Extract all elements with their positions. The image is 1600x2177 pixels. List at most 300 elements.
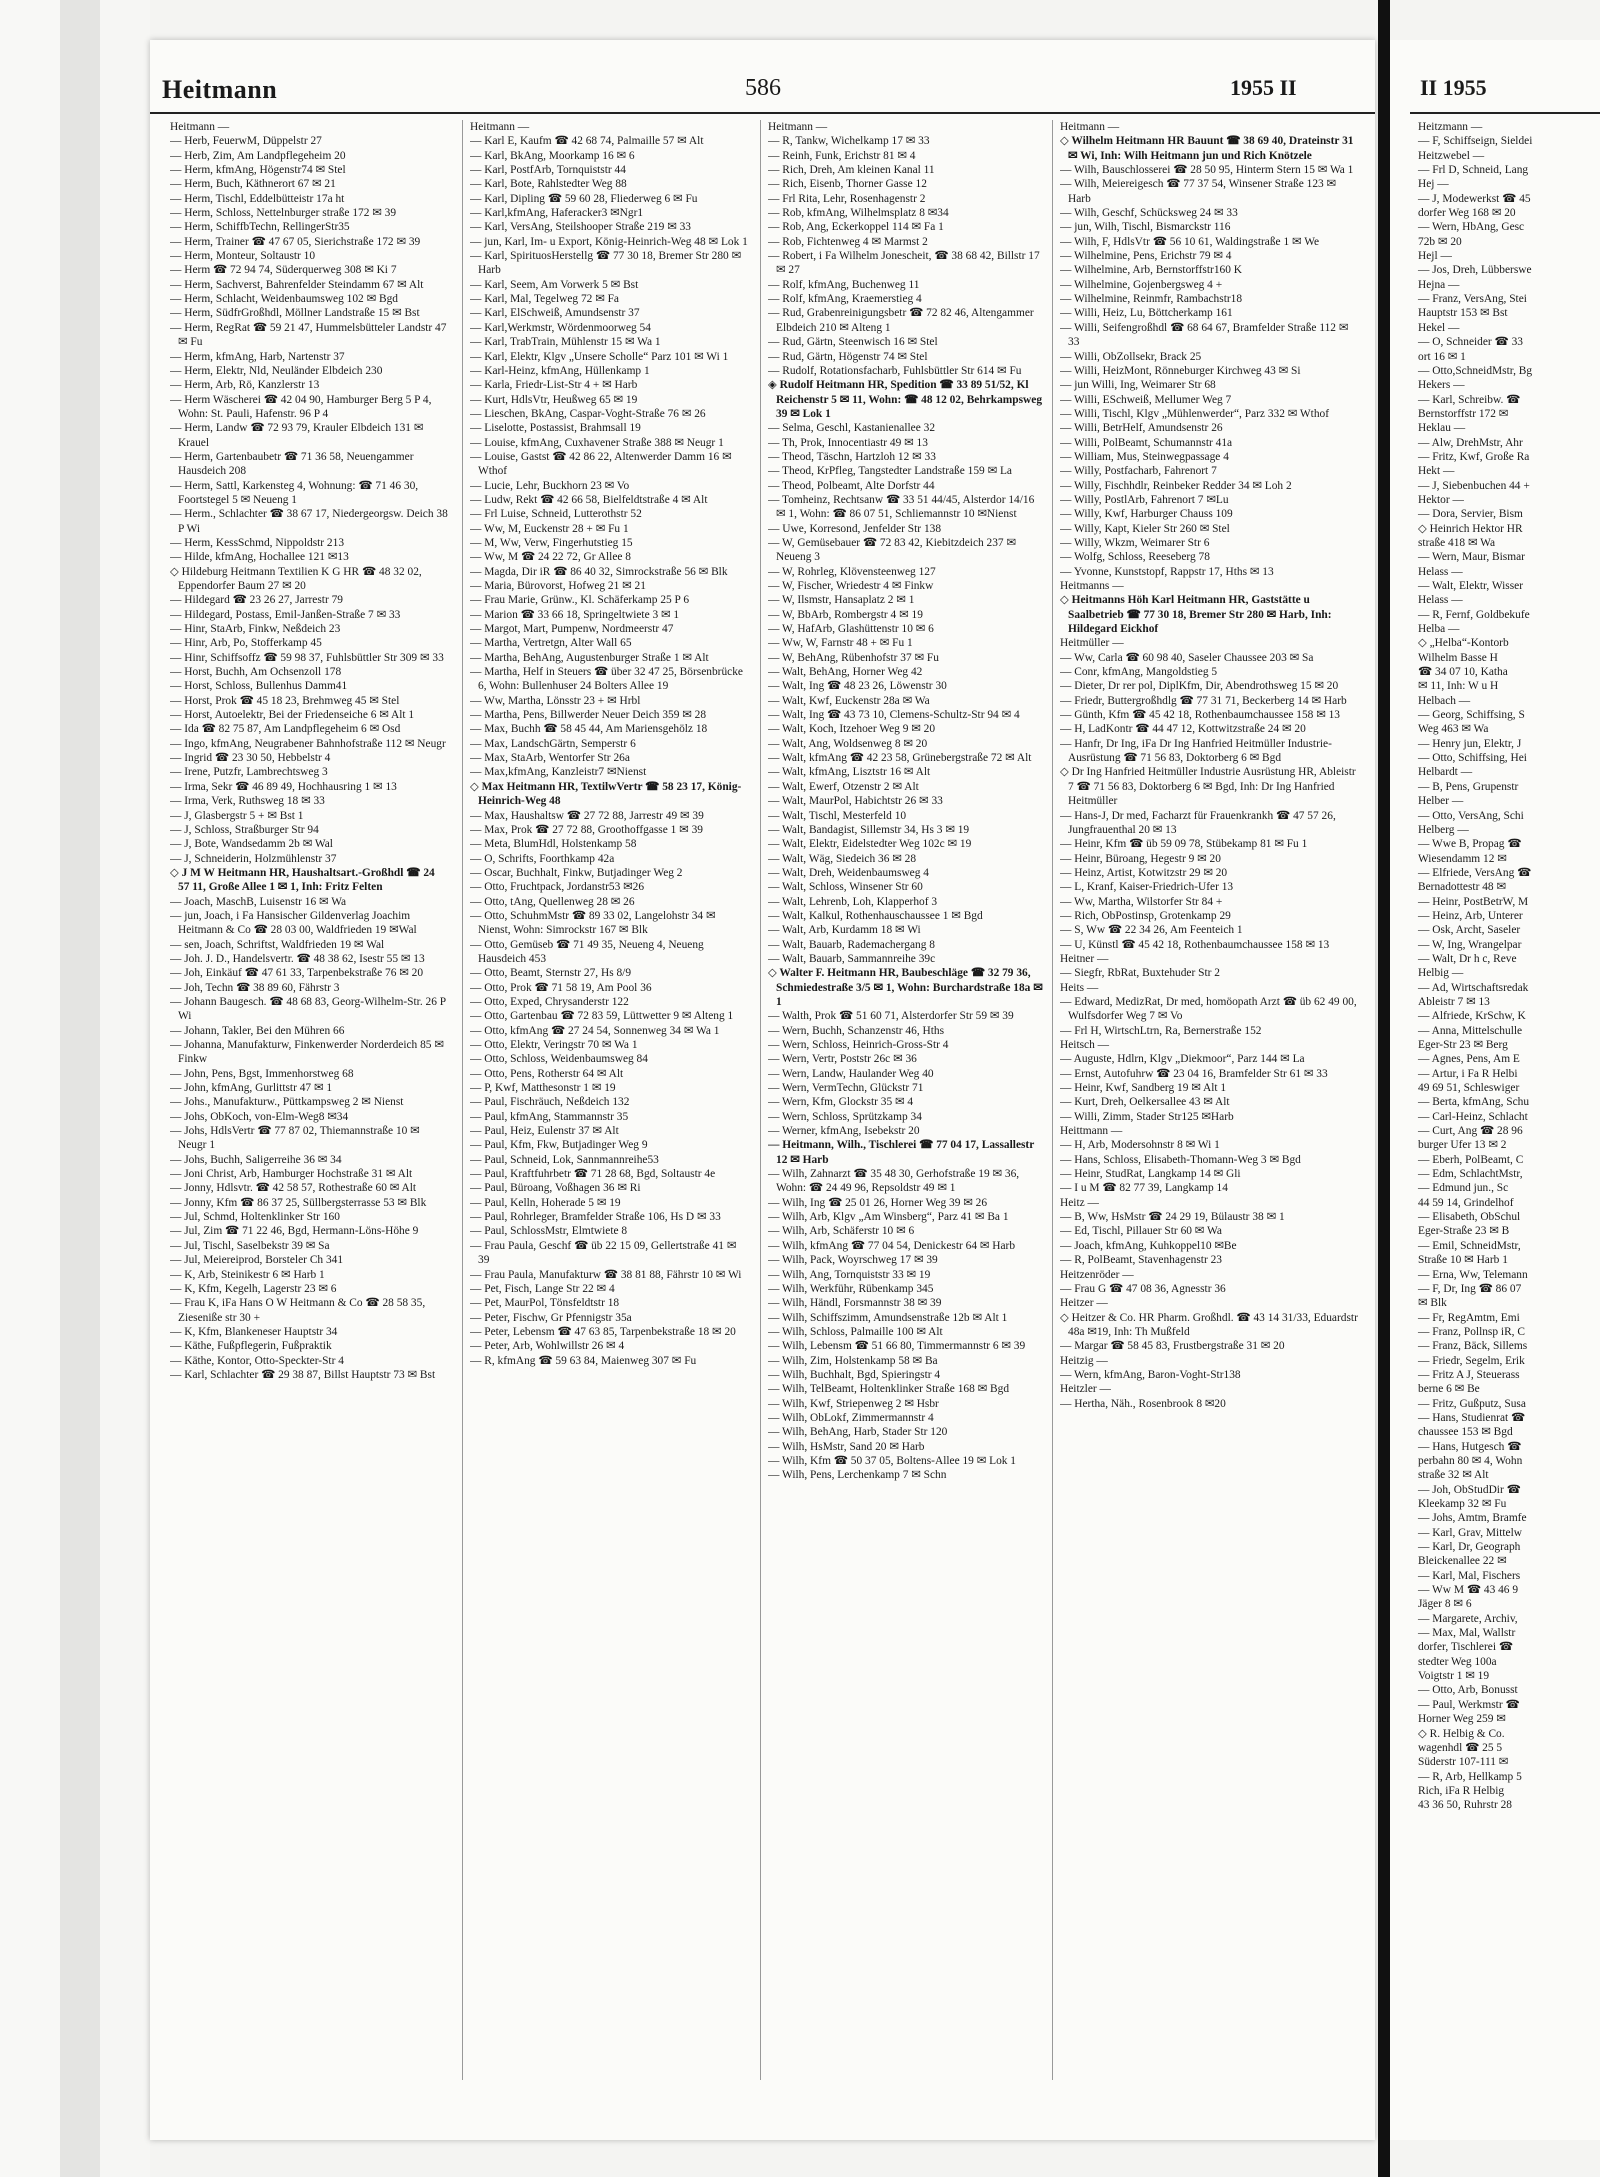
directory-entry: — Margarete, Archiv, <box>1418 1612 1518 1625</box>
directory-entry: — Herm, RegRat ☎ 59 21 47, Hummelsbütteler Landstr 47 ✉ Fu <box>170 321 447 349</box>
directory-entry: — Karl-Heinz, kfmAng, Hüllenkamp 1 <box>470 364 650 377</box>
directory-entry: ☎ 34 07 10, Katha <box>1418 666 1508 679</box>
directory-entry: ◇ Heinrich Hektor HR <box>1418 522 1523 535</box>
directory-entry: — Hinr, StaArb, Finkw, Neßdeich 23 <box>170 623 341 636</box>
directory-entry: — Horst, Autoelektr, Bei der Friedenseiche 6 ✉ Alt 1 <box>170 709 415 722</box>
directory-entry: burger Ufer 13 ✉ 2 <box>1418 1139 1507 1152</box>
directory-entry: — Walth, Prok ☎ 51 60 71, Alsterdorfer Str 59 ✉ 39 <box>768 1010 1014 1023</box>
directory-entry: — Paul, Kraftfuhrbetr ☎ 71 28 68, Bgd, Soltaustr 4e <box>470 1168 716 1181</box>
directory-entry: Hejna — <box>1418 278 1460 291</box>
directory-entry: — S, Ww ☎ 22 34 26, Am Feenteich 1 <box>1060 924 1243 937</box>
directory-entry: — Wern, Schloss, Heinrich-Gross-Str 4 <box>768 1039 949 1051</box>
directory-entry: Helberg — <box>1418 823 1469 836</box>
directory-entry: ◇ Dr Ing Hanfried Heitmüller Industrie Ausrüstung HR, Ableistr 7 ☎ 71 56 83, Doktorberg 6 ✉ Bgd, Inh: Dr Ing Hanfried Heitmüller <box>1060 766 1356 808</box>
directory-entry: — Siegfr, RbRat, Buxtehuder Str 2 <box>1060 967 1220 980</box>
directory-entry: — John, Pens, Bgst, Immenhorstweg 68 <box>170 1067 354 1080</box>
directory-entry: Hej — <box>1418 178 1449 191</box>
directory-entry: — Johs, HdlsVertr ☎ 77 87 02, Thiemannstraße 10 ✉ Neugr 1 <box>170 1125 420 1152</box>
directory-entry: — sen, Joach, Schriftst, Waldfrieden 19 ✉ Wal <box>170 938 385 951</box>
directory-entry: — Max,kfmAng, Kanzleistr7 ✉Nienst <box>470 766 647 779</box>
directory-entry: — Wilh, Bauschlosserei ☎ 28 50 95, Hinterm Stern 15 ✉ Wa 1 <box>1060 164 1354 177</box>
directory-entry: — Edmund jun., Sc <box>1418 1182 1509 1195</box>
directory-entry: — Selma, Geschl, Kastanienallee 32 <box>768 422 936 435</box>
directory-entry: — Herm, SchiffbTechn, RellingerStr35 <box>170 221 350 234</box>
directory-entry: — Edward, MedizRat, Dr med, homöopath Arzt ☎ üb 62 49 00, Wulfsdorfer Weg 7 ✉ Vo <box>1060 995 1357 1023</box>
directory-entry: — Theod, KrPfleg, Tangstedter Landstraße 159 ✉ La <box>768 465 1012 478</box>
directory-entry: — Artur, i Fa R Helbi <box>1418 1067 1518 1080</box>
directory-entry: — Frl Luise, Schneid, Lutterothstr 52 <box>470 508 642 521</box>
directory-entry: — Walt, MaurPol, Habichtstr 26 ✉ 33 <box>768 795 943 808</box>
directory-entry: Heitzig — <box>1060 1354 1108 1367</box>
directory-entry: — Emil, SchneidMstr, <box>1418 1239 1521 1252</box>
directory-entry: — Rich, Dreh, Am kleinen Kanal 11 <box>768 164 935 177</box>
directory-entry: — Otto, kfmAng ☎ 27 24 54, Sonnenweg 34 ✉ Wa 1 <box>470 1024 720 1037</box>
directory-entry: — Willi, Heiz, Lu, Böttcherkamp 161 <box>1060 307 1233 320</box>
directory-entry: — Margar ☎ 58 45 83, Frustbergstraße 31 ✉ 20 <box>1060 1340 1285 1353</box>
directory-entry: Heitmann — <box>768 121 828 133</box>
directory-entry: — Georg, Schiffsing, S <box>1418 709 1525 722</box>
directory-entry: — Karl,Werkmstr, Wördenmoorweg 54 <box>470 321 651 334</box>
directory-entry: — Hans, Studienrat ☎ <box>1418 1411 1526 1424</box>
directory-entry: 72b ✉ 20 <box>1418 235 1462 248</box>
directory-entry: — Heinz, Artist, Kotwitzstr 29 ✉ 20 <box>1060 866 1228 879</box>
directory-entry: — Jos, Dreh, Lübberswe <box>1418 264 1532 277</box>
directory-entry: Straße 10 ✉ Harb 1 <box>1418 1254 1508 1267</box>
directory-entry: — Walt, Koch, Itzehoer Weg 9 ✉ 20 <box>768 723 936 736</box>
directory-entry: — Magda, Dir iR ☎ 86 40 32, Simrockstraße 56 ✉ Blk <box>470 565 728 578</box>
directory-entry: — Alw, DrehMstr, Ahr <box>1418 436 1523 449</box>
directory-entry: — Frau G ☎ 47 08 36, Agnesstr 36 <box>1060 1282 1226 1295</box>
directory-entry: — Karl, Mal, Fischers <box>1418 1569 1521 1582</box>
directory-entry: — Walt, Elektr, Wisser <box>1418 580 1523 592</box>
directory-entry: — W, Fischer, Wriedestr 4 ✉ Finkw <box>768 580 934 592</box>
directory-entry: — Willi, BetrHelf, Amundsenstr 26 <box>1060 422 1223 435</box>
directory-entry: — Herm, Schloss, Nettelnburger straße 172 ✉ 39 <box>170 207 397 220</box>
directory-entry: Helbardt — <box>1418 766 1473 779</box>
directory-entry: — Werner, kfmAng, Isebekstr 20 <box>768 1125 920 1138</box>
directory-entry: — Paul, SchlossMstr, Elmtwiete 8 <box>470 1225 628 1238</box>
directory-entry: — R, Tankw, Wichelkamp 17 ✉ 33 <box>768 135 930 148</box>
directory-entry: — Jonny, Hdlsvtr. ☎ 42 58 57, Rothestraße 60 ✉ Alt <box>170 1182 417 1195</box>
column-2 <box>470 120 748 2080</box>
directory-entry: — Käthe, Kontor, Otto-Speckter-Str 4 <box>170 1354 344 1367</box>
directory-entry: — Herb, Zim, Am Landpflegeheim 20 <box>170 149 346 162</box>
directory-entry: — jun, Joach, i Fa Hansischer Gildenverlag Joachim Heitmann & Co ☎ 28 03 00, Waldfrieden 19 ✉Wal <box>170 909 417 937</box>
directory-entry: — Otto, Prok ☎ 71 58 19, Am Pool 36 <box>470 981 652 994</box>
directory-entry: — Hinr, Arb, Po, Stofferkamp 45 <box>170 637 322 650</box>
directory-entry: Bleickenallee 22 ✉ <box>1418 1555 1507 1568</box>
directory-entry: — Johs, ObKoch, von-Elm-Weg8 ✉34 <box>170 1110 349 1123</box>
directory-entry: — Joach, MaschB, Luisenstr 16 ✉ Wa <box>170 895 347 908</box>
directory-entry: — Herm Wäscherei ☎ 42 04 90, Hamburger Berg 5 P 4, Wohn: St. Pauli, Hafenstr. 96 P 4 <box>170 393 432 420</box>
directory-entry: — Wern, Vertr, Poststr 26c ✉ 36 <box>768 1053 917 1066</box>
directory-entry: — jun, Karl, Im- u Export, König-Heinrich-Weg 48 ✉ Lok 1 <box>470 235 748 248</box>
directory-entry: — Wilh, ObLokf, Zimmermannstr 4 <box>768 1411 934 1424</box>
header-surname: Heitmann <box>162 75 278 104</box>
directory-entry: — Louise, kfmAng, Cuxhavener Straße 388 ✉ Neugr 1 <box>470 436 724 449</box>
directory-entry: Helba — <box>1418 623 1460 636</box>
directory-entry: — Rich, ObPostinsp, Grotenkamp 29 <box>1060 909 1231 922</box>
directory-entry: — Jonny, Kfm ☎ 86 37 25, Süllbergsterrasse 53 ✉ Blk <box>170 1196 427 1209</box>
directory-entry: Süderstr 107-111 ✉ <box>1418 1756 1509 1769</box>
directory-entry: — Frau Marie, Grünw., Kl. Schäferkamp 25 P 6 <box>470 594 690 607</box>
directory-entry: — Paul, Büroang, Voßhagen 36 ✉ Ri <box>470 1182 641 1195</box>
directory-entry: — Max, Haushaltsw ☎ 27 72 88, Jarrestr 49 ✉ 39 <box>470 809 704 822</box>
directory-entry: — Max, LandschGärtn, Semperstr 6 <box>470 737 636 750</box>
directory-entry: — Walt, kfmAng ☎ 42 23 58, Grünebergstraße 72 ✉ Alt <box>768 752 1032 765</box>
directory-entry: — Henry jun, Elektr, J <box>1418 737 1522 750</box>
directory-entry: — Wern, Landw, Haulander Weg 40 <box>768 1067 934 1080</box>
directory-entry: — Wern, HbAng, Gesc <box>1418 221 1525 234</box>
directory-entry: — Heitmann, Wilh., Tischlerei ☎ 77 04 17, Lassallestr 12 ✉ Harb <box>768 1139 1035 1166</box>
directory-entry: — W, HafArb, Glashüttenstr 10 ✉ 6 <box>768 623 934 636</box>
directory-entry: — Kurt, HdlsVtr, Heußweg 65 ✉ 19 <box>470 393 638 406</box>
directory-entry: ✉ Blk <box>1418 1297 1447 1310</box>
directory-entry: — Hinr, Schiffsoffz ☎ 59 98 37, Fuhlsbüttler Str 309 ✉ 33 <box>170 651 444 664</box>
directory-entry: ✉ 11, Inh: W u H <box>1418 680 1499 693</box>
directory-entry: — Hans, Hutgesch ☎ <box>1418 1440 1522 1453</box>
directory-entry: — Wern, Schloss, Sprützkamp 34 <box>768 1110 922 1123</box>
directory-entry: — J, Glasbergstr 5 + ✉ Bst 1 <box>170 809 304 822</box>
directory-entry: — Pet, Fisch, Lange Str 22 ✉ 4 <box>470 1282 615 1295</box>
directory-entry: — Irma, Verk, Ruthsweg 18 ✉ 33 <box>170 795 325 808</box>
directory-entry: — Joh. J. D., Handelsvertr. ☎ 48 38 62, Isestr 55 ✉ 13 <box>170 952 425 965</box>
directory-entry: — Otto, VersAng, Schi <box>1418 809 1524 822</box>
directory-entry: — Louise, Gastst ☎ 42 86 22, Altenwerder Damm 16 ✉ Wthof <box>470 450 732 478</box>
directory-entry: — jun Willi, Ing, Weimarer Str 68 <box>1060 379 1216 392</box>
directory-entry: — Wilhelmine, Arb, Bernstorffstr160 K <box>1060 264 1242 277</box>
directory-entry: — J, Schloss, Straßburger Str 94 <box>170 823 319 836</box>
directory-entry: — Hildegard, Postass, Emil-Janßen-Straße 7 ✉ 33 <box>170 608 401 621</box>
directory-entry: — Hildegard ☎ 23 26 27, Jarrestr 79 <box>170 594 343 607</box>
directory-entry: — Willy, Wkzm, Weimarer Str 6 <box>1060 536 1210 549</box>
directory-entry: — Hans-J, Dr med, Facharzt für Frauenkrankh ☎ 47 57 26, Jungfrauenthal 20 ✉ 13 <box>1060 809 1336 836</box>
column-divider <box>462 120 463 2080</box>
directory-entry: — Heinz, Arb, Unterer <box>1418 909 1523 922</box>
directory-entry: — Rob, Fichtenweg 4 ✉ Marmst 2 <box>768 235 928 248</box>
directory-entry: — I u M ☎ 82 77 39, Langkamp 14 <box>1060 1182 1228 1195</box>
directory-entry: — Herm, Monteur, Soltaustr 10 <box>170 250 316 263</box>
directory-entry: Heitzer — <box>1060 1297 1108 1310</box>
directory-entry: — O, Schrifts, Foorthkamp 42a <box>470 852 615 865</box>
directory-entry: — Herm, Landw ☎ 72 93 79, Krauler Elbdeich 131 ✉ Krauel <box>170 422 424 449</box>
directory-entry: — Ww, M, Euckenstr 28 + ✉ Fu 1 <box>470 522 629 535</box>
directory-entry: 49 69 51, Schleswiger <box>1418 1082 1520 1095</box>
directory-entry: — Kurt, Dreh, Oelkersallee 43 ✉ Alt <box>1060 1096 1230 1109</box>
directory-entry: — Wilh, Werkführ, Rübenkamp 345 <box>768 1282 934 1295</box>
directory-entry: — Tomheinz, Rechtsanw ☎ 33 51 44/45, Alsterdor 14/16 ✉ 1, Wohn: ☎ 86 07 51, Schliemannstr 10 ✉Nienst <box>768 493 1035 521</box>
directory-entry: — Berta, kfmAng, Schu <box>1418 1096 1530 1109</box>
directory-entry: — William, Mus, Steinwegpassage 4 <box>1060 450 1229 463</box>
directory-entry: — Wern, Kfm, Glockstr 35 ✉ 4 <box>768 1096 914 1109</box>
directory-entry: — K, Kfm, Kegelh, Lagerstr 23 ✉ 6 <box>170 1282 337 1295</box>
directory-entry: — Willy, Fischhdlr, Reinbeker Redder 34 ✉ Loh 2 <box>1060 479 1292 492</box>
directory-entry: — Joni Christ, Arb, Hamburger Hochstraße 31 ✉ Alt <box>170 1168 413 1181</box>
directory-entry: — Karl, Seem, Am Vorwerk 5 ✉ Bst <box>470 278 639 291</box>
directory-entry: — Joh, Techn ☎ 38 89 60, Fährstr 3 <box>170 981 340 994</box>
directory-entry: Helass — <box>1418 594 1463 607</box>
directory-entry: — Heinr, StudRat, Langkamp 14 ✉ Gli <box>1060 1168 1241 1181</box>
directory-entry: — Martha, BehAng, Augustenburger Straße 1 ✉ Alt <box>470 651 709 664</box>
directory-entry: — Paul, Fischräuch, Neßdeich 132 <box>470 1096 630 1109</box>
directory-entry: — Herm, Trainer ☎ 47 67 05, Sierichstraße 172 ✉ 39 <box>170 235 421 248</box>
directory-entry: — Wilh, Schloss, Palmaille 100 ✉ Alt <box>768 1325 943 1338</box>
directory-entry: — Lieschen, BkAng, Caspar-Voght-Straße 76 ✉ 26 <box>470 407 706 420</box>
directory-entry: — Osk, Archt, Saseler <box>1418 924 1521 937</box>
directory-entry: — Ida ☎ 82 75 87, Am Landpflegeheim 6 ✉ Osd <box>170 723 401 736</box>
directory-entry: — Conr, kfmAng, Mangoldstieg 5 <box>1060 666 1218 679</box>
directory-entry: — H, LadKontr ☎ 44 47 12, Kottwitzstraße 24 ✉ 20 <box>1060 723 1306 736</box>
directory-entry: — Franz, Bäck, Sillems <box>1418 1340 1528 1353</box>
directory-entry: Heitmann — <box>470 121 530 133</box>
directory-entry: — Wilh, Zahnarzt ☎ 35 48 30, Gerhofstraße 19 ✉ 36, Wohn: ☎ 24 49 96, Repsoldstr 49 ✉ 1 <box>768 1168 1020 1195</box>
directory-entry: — Carl-Heinz, Schlacht <box>1418 1110 1528 1123</box>
directory-entry: — Herm ☎ 72 94 74, Süderquerweg 308 ✉ Ki 7 <box>170 264 397 277</box>
directory-entry: — Frl Rita, Lehr, Rosenhagenstr 2 <box>768 192 926 205</box>
directory-entry: Hauptstr 153 ✉ Bst <box>1418 307 1508 320</box>
directory-entry: — Walt, Elektr, Eidelstedter Weg 102c ✉ 19 <box>768 838 972 851</box>
page-gutter <box>1378 0 1390 2177</box>
directory-entry: — Margot, Mart, Pumpenw, Nordmeerstr 47 <box>470 623 674 636</box>
directory-entry: — B, Ww, HsMstr ☎ 24 29 19, Bülaustr 38 ✉ 1 <box>1060 1211 1285 1224</box>
directory-entry: perbahn 80 ✉ 4, Wohn <box>1418 1454 1523 1467</box>
directory-entry: — Karl, Mal, Tegelweg 72 ✉ Fa <box>470 293 619 306</box>
directory-entry: — Agnes, Pens, Am E <box>1418 1053 1520 1066</box>
directory-entry: — Friedr, Segelm, Erik <box>1418 1354 1525 1367</box>
directory-entry: — Wilhelmine, Reinmfr, Rambachstr18 <box>1060 293 1243 306</box>
directory-entry: — Karl E, Kaufm ☎ 42 68 74, Palmaille 57 ✉ Alt <box>470 135 704 148</box>
facing-header: II 1955 <box>1420 75 1487 100</box>
directory-entry: — Theod, Polbeamt, Alte Dorfstr 44 <box>768 479 935 492</box>
directory-entry: — J, Bote, Wandsedamm 2b ✉ Wal <box>170 838 333 851</box>
directory-entry: — Otto, Beamt, Sternstr 27, Hs 8/9 <box>470 967 632 980</box>
directory-entry: — Wilh, Kwf, Striepenweg 2 ✉ Hsbr <box>768 1397 939 1410</box>
directory-entry: — Peter, Arb, Wohlwillstr 26 ✉ 4 <box>470 1340 625 1353</box>
directory-entry: — Martha, Vertretgn, Alter Wall 65 <box>470 637 632 650</box>
directory-entry: — Wilh, Buchhalt, Bgd, Spieringstr 4 <box>768 1368 941 1381</box>
directory-entry: — Franz, Pollnsp iR, C <box>1418 1325 1525 1338</box>
directory-entry: — Willy, Postfacharb, Fahrenort 7 <box>1060 465 1217 478</box>
directory-entry: — Fritz, Gußputz, Susa <box>1418 1397 1526 1410</box>
directory-entry: ◇ R. Helbig & Co. <box>1418 1727 1505 1740</box>
directory-entry: — Johanna, Manufakturw, Finkenwerder Norderdeich 85 ✉ Finkw <box>170 1039 444 1066</box>
directory-entry: — Jul, Tischl, Saselbekstr 39 ✉ Sa <box>170 1239 330 1252</box>
directory-entry: Jäger 8 ✉ 6 <box>1418 1598 1472 1611</box>
directory-entry: — Rob, kfmAng, Wilhelmsplatz 8 ✉34 <box>768 207 949 220</box>
directory-entry: — B, Pens, Grupenstr <box>1418 780 1519 793</box>
directory-entry: dorfer Weg 168 ✉ 20 <box>1418 207 1516 220</box>
directory-entry: — Otto, Schloss, Weidenbaumsweg 84 <box>470 1053 648 1066</box>
directory-entry: — Ww M ☎ 43 46 9 <box>1418 1584 1519 1597</box>
directory-entry: — Paul, Kelln, Hoherade 5 ✉ 19 <box>470 1196 621 1209</box>
directory-entry: ◇ Heitmanns Höh Karl Heitmann HR, Gaststätte u Saalbetrieb ☎ 77 30 18, Bremer Str 280 ✉ Harb, Inh: Hildegard Eickhof <box>1060 594 1332 636</box>
directory-entry: — Otto, tAng, Quellenweg 28 ✉ 26 <box>470 895 635 908</box>
directory-entry: — Wilh, Meiereigesch ☎ 77 37 54, Winsener Straße 123 ✉ Harb <box>1060 178 1337 205</box>
directory-entry: — Rudolf, Rotationsfacharb, Fuhlsbüttler Str 614 ✉ Fu <box>768 364 1022 377</box>
directory-entry: — Elfriede, VersAng ☎ <box>1418 866 1532 879</box>
directory-entry: Heittmann — <box>1060 1125 1123 1138</box>
directory-entry: — Curt, Ang ☎ 28 96 <box>1418 1125 1523 1138</box>
directory-entry: — Johann Baugesch. ☎ 48 68 83, Georg-Wilhelm-Str. 26 P Wi <box>170 995 446 1023</box>
column-divider <box>1052 120 1053 2080</box>
directory-entry: — Wilh, Händl, Forsmannstr 38 ✉ 39 <box>768 1297 942 1310</box>
directory-entry: berne 6 ✉ Be <box>1418 1383 1480 1396</box>
directory-entry: — O, Schneider ☎ 33 <box>1418 336 1523 349</box>
directory-entry: — Horst, Prok ☎ 45 18 23, Brehmweg 45 ✉ Stel <box>170 694 400 707</box>
directory-entry: — Irma, Sekr ☎ 46 89 49, Hochhausring 1 ✉ 13 <box>170 780 397 793</box>
directory-entry: — Willi, Seifengroßhdl ☎ 68 64 67, Bramfelder Straße 112 ✉ 33 <box>1060 321 1349 349</box>
directory-entry: — Wilh, Kfm ☎ 50 37 05, Boltens-Allee 19 ✉ Lok 1 <box>768 1454 1017 1467</box>
directory-entry: — U, Künstl ☎ 45 42 18, Rothenbaumchaussee 158 ✉ 13 <box>1060 938 1330 951</box>
directory-entry: — Herm, Buch, Käthnerort 67 ✉ 21 <box>170 178 336 191</box>
directory-entry: — W, BbArb, Rombergstr 4 ✉ 19 <box>768 608 923 621</box>
directory-entry: — Ww, Martha, Wilstorfer Str 84 + <box>1060 895 1223 908</box>
directory-entry: — W, Ing, Wrangelpar <box>1418 938 1522 951</box>
directory-entry: — Walt, Ing ☎ 48 23 26, Löwenstr 30 <box>768 680 947 693</box>
directory-entry: ◇ Heitzer & Co. HR Pharm. Großhdl. ☎ 43 14 31/33, Eduardstr 48a ✉19, Inh: Th Mußfeld <box>1060 1311 1358 1338</box>
book-spine-left <box>0 0 150 2177</box>
directory-entry: — Dieter, Dr rer pol, DiplKfm, Dir, Abendrothsweg 15 ✉ 20 <box>1060 680 1339 693</box>
directory-entry: Hekers — <box>1418 379 1465 392</box>
directory-entry: — Ww, Martha, Lönsstr 23 + ✉ Hrbl <box>470 694 641 707</box>
directory-entry: — F, Dr, Ing ☎ 86 07 <box>1418 1282 1522 1295</box>
directory-entry: — Max, Buchh ☎ 58 45 44, Am Mariensgehölz 18 <box>470 723 708 736</box>
directory-entry: Helber — <box>1418 795 1464 808</box>
directory-entry: — Wilhelmine, Pens, Erichstr 79 ✉ 4 <box>1060 250 1232 263</box>
directory-entry: Helbach — <box>1418 694 1471 707</box>
directory-entry: Heits — <box>1060 981 1099 994</box>
directory-entry: ◇ Hildeburg Heitmann Textilien K G HR ☎ 48 32 02, Eppendorfer Baum 27 ✉ 20 <box>170 565 422 592</box>
directory-entry: Heitmann — <box>1060 121 1120 133</box>
directory-entry: — Johs., Manufakturw., Püttkampsweg 2 ✉ Nienst <box>170 1096 404 1109</box>
directory-entry: — Willi, Tischl, Klgv „Mühlenwerder“, Parz 332 ✉ Wthof <box>1060 407 1330 420</box>
directory-entry: — Auguste, Hdlrn, Klgv „Diekmoor“, Parz 144 ✉ La <box>1060 1053 1305 1066</box>
directory-entry: — Otto, SchuhmMstr ☎ 89 33 02, Langelohstr 34 ✉ Nienst, Wohn: Simrockstr 167 ✉ Blk <box>470 909 716 937</box>
directory-entry: — Paul, Rohrleger, Bramfelder Straße 106, Hs D ✉ 33 <box>470 1211 721 1224</box>
directory-entry: — Paul, kfmAng, Stammannstr 35 <box>470 1110 629 1123</box>
directory-entry: — Hilde, kfmAng, Hochallee 121 ✉13 <box>170 551 349 564</box>
directory-entry: — Otto, Pens, Rotherstr 64 ✉ Alt <box>470 1067 624 1080</box>
directory-entry: — Karl, Schlachter ☎ 29 38 87, Billst Hauptstr 73 ✉ Bst <box>170 1368 436 1381</box>
directory-entry: — Jul, Meiereiprod, Borsteler Ch 341 <box>170 1254 344 1267</box>
directory-entry: — Heinr, PostBetrW, M <box>1418 895 1529 908</box>
directory-entry: — Willi, ObZollsekr, Brack 25 <box>1060 350 1202 363</box>
directory-entry: — J, Schneiderin, Holzmühlenstr 37 <box>170 852 337 865</box>
directory-entry: — Wilh, HsMstr, Sand 20 ✉ Harb <box>768 1440 925 1453</box>
directory-entry: Bernadottestr 48 ✉ <box>1418 881 1506 894</box>
directory-entry: Voigtstr 1 ✉ 19 <box>1418 1670 1490 1683</box>
directory-entry: Heitmüller — <box>1060 637 1124 650</box>
directory-entry: Heitsch — <box>1060 1039 1110 1051</box>
directory-entry: — Erna, Ww, Telemann <box>1418 1268 1528 1281</box>
directory-entry: — Walt, Lehrenb, Loh, Klapperhof 3 <box>768 895 938 908</box>
directory-entry: — Frau Paula, Geschf ☎ üb 22 15 09, Gellertstraße 41 ✉ 39 <box>470 1239 737 1267</box>
directory-entry: — W, Gemüsebauer ☎ 72 83 42, Kiebitzdeich 237 ✉ Neueng 3 <box>768 536 1017 564</box>
directory-entry: — Paul, Kfm, Fkw, Butjadinger Weg 9 <box>470 1139 648 1152</box>
directory-entry: — Rolf, kfmAng, Buchenweg 11 <box>768 278 920 291</box>
directory-entry: — Herm, Schlacht, Weidenbaumsweg 102 ✉ Bgd <box>170 293 398 306</box>
directory-entry: — H, Arb, Modersohnstr 8 ✉ Wi 1 <box>1060 1139 1220 1152</box>
directory-entry: — jun, Wilh, Tischl, Bismarckstr 116 <box>1060 221 1231 234</box>
directory-entry: straße 32 ✉ Alt <box>1418 1469 1489 1482</box>
directory-entry: — Herm, SüdfrGroßhdl, Möllner Landstraße 15 ✉ Bst <box>170 307 420 320</box>
directory-entry: — Willi, Zimm, Stader Str125 ✉Harb <box>1060 1110 1234 1123</box>
directory-entry: — Rich, Eisenb, Thorner Gasse 12 <box>768 178 927 191</box>
directory-entry: — Johs, Buchh, Saligerreihe 36 ✉ 34 <box>170 1153 342 1166</box>
directory-entry: — Herm, Sachverst, Bahrenfelder Steindamm 67 ✉ Alt <box>170 278 424 291</box>
directory-entry: — Wilh, Lebensm ☎ 51 66 80, Timmermannstr 6 ✉ 39 <box>768 1340 1026 1353</box>
directory-entry: — Franz, VersAng, Stei <box>1418 293 1527 306</box>
directory-entry: — K, Kfm, Blankeneser Hauptstr 34 <box>170 1325 338 1338</box>
directory-entry: — Ww, M ☎ 24 22 72, Gr Allee 8 <box>470 551 631 564</box>
directory-entry: — Hans, Schloss, Elisabeth-Thomann-Weg 3 ✉ Bgd <box>1060 1153 1301 1166</box>
directory-entry: Horner Weg 259 ✉ <box>1418 1713 1506 1726</box>
directory-entry: ◇ „Helba“-Kontorb <box>1418 637 1509 650</box>
directory-entry: — Karl, Elektr, Klgv „Unsere Scholle“ Parz 101 ✉ Wi 1 <box>470 350 729 363</box>
directory-entry: — Ingrid ☎ 23 30 50, Hebbelstr 4 <box>170 752 331 765</box>
directory-entry: — Walt, Ewerf, Otzenstr 2 ✉ Alt <box>768 780 919 793</box>
directory-entry: — Friedr, Buttergroßhdlg ☎ 77 31 71, Beckerberg 14 ✉ Harb <box>1060 694 1347 707</box>
directory-entry: Rich, iFa R Helbig <box>1418 1784 1505 1797</box>
directory-entry: Wiesendamm 12 ✉ <box>1418 852 1507 865</box>
column-1 <box>170 120 448 2080</box>
facing-header-rule <box>1410 112 1600 114</box>
directory-entry: — Walt, Kwf, Euckenstr 28a ✉ Wa <box>768 694 930 707</box>
directory-entry: Wilhelm Basse H <box>1418 651 1498 664</box>
directory-entry: — Oscar, Buchhalt, Finkw, Butjadinger Weg 2 <box>470 866 683 879</box>
page-number: 586 <box>745 75 781 101</box>
directory-entry: — Ludw, Rekt ☎ 42 66 58, Bielfeldtstraße 4 ✉ Alt <box>470 493 708 506</box>
directory-entry: — Walt, Bauarb, Rademachergang 8 <box>768 938 935 951</box>
directory-entry: Hekt — <box>1418 465 1455 478</box>
directory-entry: — Karl, Bote, Rahlstedter Weg 88 <box>470 178 627 191</box>
directory-entry: — Irene, Putzfr, Lambrechtsweg 3 <box>170 766 328 779</box>
directory-entry: — Herm., Schlachter ☎ 38 67 17, Niedergeorgsw. Deich 38 P Wi <box>170 508 448 535</box>
directory-entry: — Peter, Lebensm ☎ 47 63 85, Tarpenbekstraße 18 ✉ 20 <box>470 1325 736 1338</box>
directory-entry: Hekel — <box>1418 321 1460 334</box>
directory-entry: — Heinr, Büroang, Hegestr 9 ✉ 20 <box>1060 852 1221 865</box>
column-3 <box>768 120 1046 2080</box>
directory-entry: — Uwe, Korresond, Jenfelder Str 138 <box>768 522 942 535</box>
directory-entry: — Rolf, kfmAng, Kraemerstieg 4 <box>768 293 922 306</box>
directory-entry: — Johann, Takler, Bei den Mühren 66 <box>170 1024 345 1037</box>
directory-entry: — Rud, Grabenreinigungsbetr ☎ 72 82 46, Altengammer Elbdeich 210 ✉ Alteng 1 <box>768 307 1034 334</box>
directory-entry: — J, Modewerkst ☎ 45 <box>1418 192 1531 205</box>
directory-entry: Helass — <box>1418 565 1463 578</box>
directory-entry: — Wolfg, Schloss, Reeseberg 78 <box>1060 551 1210 564</box>
directory-entry: — K, Arb, Steinikestr 6 ✉ Harb 1 <box>170 1268 325 1281</box>
directory-entry: — Yvonne, Kunststopf, Rappstr 17, Hths ✉ 13 <box>1060 565 1274 578</box>
directory-entry: — Paul, Werkmstr ☎ <box>1418 1698 1520 1711</box>
directory-entry: — R, Fernf, Goldbekufe <box>1418 608 1530 621</box>
directory-entry: 44 59 14, Grindelhof <box>1418 1196 1514 1209</box>
directory-entry: — Wilh, Pack, Woyrschweg 17 ✉ 39 <box>768 1254 938 1267</box>
directory-entry: — Otto, Schiffsing, Hei <box>1418 752 1527 765</box>
directory-entry: — Wilh, F, HdlsVtr ☎ 56 10 61, Waldingstraße 1 ✉ We <box>1060 235 1320 248</box>
column-divider <box>760 120 761 2080</box>
directory-entry: — Th, Prok, Innocentiastr 49 ✉ 13 <box>768 436 928 449</box>
directory-entry: — Elisabeth, ObSchul <box>1418 1211 1521 1224</box>
directory-entry: — Käthe, Fußpflegerin, Fußpraktik <box>170 1340 332 1353</box>
directory-entry: — Willi, ESchweiß, Mellumer Weg 7 <box>1060 393 1232 406</box>
directory-entry: — P, Kwf, Matthesonstr 1 ✉ 19 <box>470 1082 616 1095</box>
directory-entry: Kleekamp 32 ✉ Fu <box>1418 1498 1507 1510</box>
directory-entry: — Otto, Gemüseb ☎ 71 49 35, Neueng 4, Neueng Hausdeich 453 <box>470 938 704 965</box>
directory-entry: — Willi, PolBeamt, Schumannstr 41a <box>1060 436 1233 449</box>
directory-entry: — Heinr, Kfm ☎ üb 59 09 78, Stübekamp 81 ✉ Fu 1 <box>1060 838 1308 851</box>
directory-entry: — Herm, Tischl, Eddelbütteistr 17a ht <box>170 192 345 205</box>
directory-entry: Hektor — <box>1418 493 1464 506</box>
